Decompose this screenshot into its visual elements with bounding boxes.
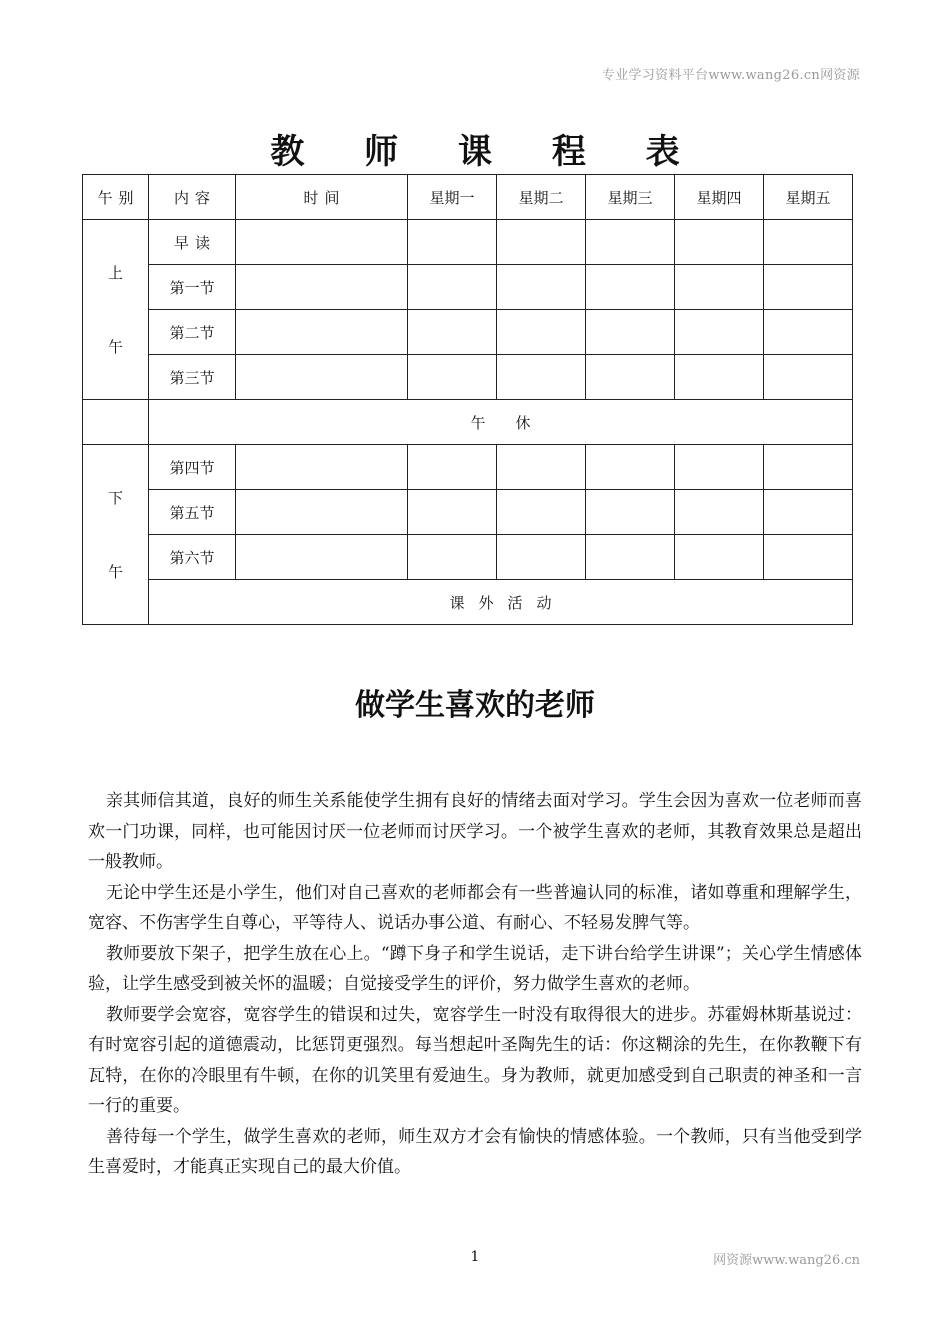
schedule-cell[interactable] [764,265,853,310]
essay-paragraph: 教师要学会宽容，宽容学生的错误和过失，宽容学生一时没有取得很大的进步。苏霍姆林斯基说过：有时宽容引起的道德震动，比惩罚更强烈。每当想起叶圣陶先生的话：你这糊涂的先生，在你教鞭下有瓦特，在你的冷眼里有牛顿，在你的讥笑里有爱迪生。身为教师，就更加感受到自己职责的神圣和一言一行的重要。 [88,1004,862,1116]
extracurricular-label: 课外活动 [149,580,853,625]
schedule-cell[interactable] [408,355,497,400]
schedule-table [82,174,853,625]
schedule-cell[interactable] [675,355,764,400]
header-monday: 星期一 [408,175,497,220]
table-row [83,535,853,580]
header-time: 时间 [236,175,408,220]
schedule-cell[interactable] [497,265,586,310]
schedule-title: 教 师 课 程 表 [270,132,704,172]
essay-paragraph: 无论中学生还是小学生，他们对自己喜欢的老师都会有一些普遍认同的标准，诸如尊重和理解学生，宽容、不伤害学生自尊心，平等待人、说话办事公道、有耐心、不轻易发脾气等。 [88,882,862,933]
essay-paragraph: 善待每一个学生，做学生喜欢的老师，师生双方才会有愉快的情感体验。一个教师，只有当他受到学生喜爱时，才能真正实现自己的最大价值。 [88,1126,862,1177]
table-row [83,265,853,310]
schedule-cell[interactable] [236,445,408,490]
schedule-cell[interactable] [497,490,586,535]
essay-title: 做学生喜欢的老师 [355,688,595,723]
page-number: 1 [470,1249,480,1265]
schedule-cell[interactable] [236,310,408,355]
schedule-cell[interactable] [236,220,408,265]
row-label-period-3: 第三节 [149,355,236,400]
schedule-cell[interactable] [236,535,408,580]
header-tuesday: 星期二 [497,175,586,220]
row-label-period-6: 第六节 [149,535,236,580]
table-row [83,445,853,490]
schedule-cell[interactable] [586,445,675,490]
afternoon-label [83,445,149,625]
schedule-cell[interactable] [408,265,497,310]
schedule-cell[interactable] [764,310,853,355]
extracurricular-row [83,580,853,625]
row-label-early-reading: 早读 [149,220,236,265]
morning-label-bottom: 午 [107,337,123,356]
footer-watermark: 网资源www.wang26.cn [713,1253,860,1268]
header-wednesday: 星期三 [586,175,675,220]
header-watermark: 专业学习资料平台www.wang26.cn网资源 [601,68,860,83]
afternoon-label-bottom: 午 [107,562,123,581]
header-content: 内容 [149,175,236,220]
schedule-cell[interactable] [764,355,853,400]
noon-break-row [83,400,853,445]
schedule-cell[interactable] [675,265,764,310]
afternoon-label-top: 下 [107,488,123,507]
schedule-cell[interactable] [497,220,586,265]
schedule-cell[interactable] [675,310,764,355]
schedule-cell[interactable] [675,445,764,490]
schedule-cell[interactable] [408,535,497,580]
essay-paragraph: 亲其师信其道，良好的师生关系能使学生拥有良好的情绪去面对学习。学生会因为喜欢一位老师而喜欢一门功课，同样，也可能因讨厌一位老师而讨厌学习。一个被学生喜欢的老师，其教育效果总是超出一般教师。 [88,791,862,872]
schedule-cell[interactable] [675,490,764,535]
schedule-cell[interactable] [236,490,408,535]
schedule-cell[interactable] [236,355,408,400]
table-row [83,220,853,265]
schedule-cell[interactable] [675,535,764,580]
table-row [83,310,853,355]
schedule-cell[interactable] [586,535,675,580]
essay-body [88,786,862,1183]
header-period: 午别 [83,175,149,220]
schedule-cell[interactable] [675,220,764,265]
row-label-period-5: 第五节 [149,490,236,535]
schedule-cell[interactable] [408,490,497,535]
schedule-cell[interactable] [497,535,586,580]
header-thursday: 星期四 [675,175,764,220]
table-header-row [83,175,853,220]
schedule-cell[interactable] [408,310,497,355]
row-label-period-2: 第二节 [149,310,236,355]
schedule-cell[interactable] [236,265,408,310]
schedule-cell[interactable] [764,490,853,535]
schedule-cell[interactable] [586,265,675,310]
schedule-cell[interactable] [497,355,586,400]
schedule-cell[interactable] [586,310,675,355]
schedule-cell[interactable] [408,220,497,265]
schedule-cell[interactable] [497,445,586,490]
morning-label-top: 上 [107,263,123,282]
schedule-cell[interactable] [497,310,586,355]
header-friday: 星期五 [764,175,853,220]
schedule-cell[interactable] [764,220,853,265]
row-label-period-1: 第一节 [149,265,236,310]
table-row [83,355,853,400]
schedule-cell[interactable] [586,490,675,535]
schedule-cell[interactable] [764,445,853,490]
essay-paragraph: 教师要放下架子，把学生放在心上。“蹲下身子和学生说话，走下讲台给学生讲课”；关心学生情感体验，让学生感受到被关怀的温暖；自觉接受学生的评价，努力做学生喜欢的老师。 [88,943,862,994]
morning-label [83,220,149,400]
row-label-period-4: 第四节 [149,445,236,490]
schedule-cell[interactable] [764,535,853,580]
noon-break-label: 午休 [149,400,853,445]
noon-break-blank [83,400,149,445]
schedule-cell[interactable] [408,445,497,490]
table-row [83,490,853,535]
schedule-cell[interactable] [586,220,675,265]
schedule-cell[interactable] [586,355,675,400]
